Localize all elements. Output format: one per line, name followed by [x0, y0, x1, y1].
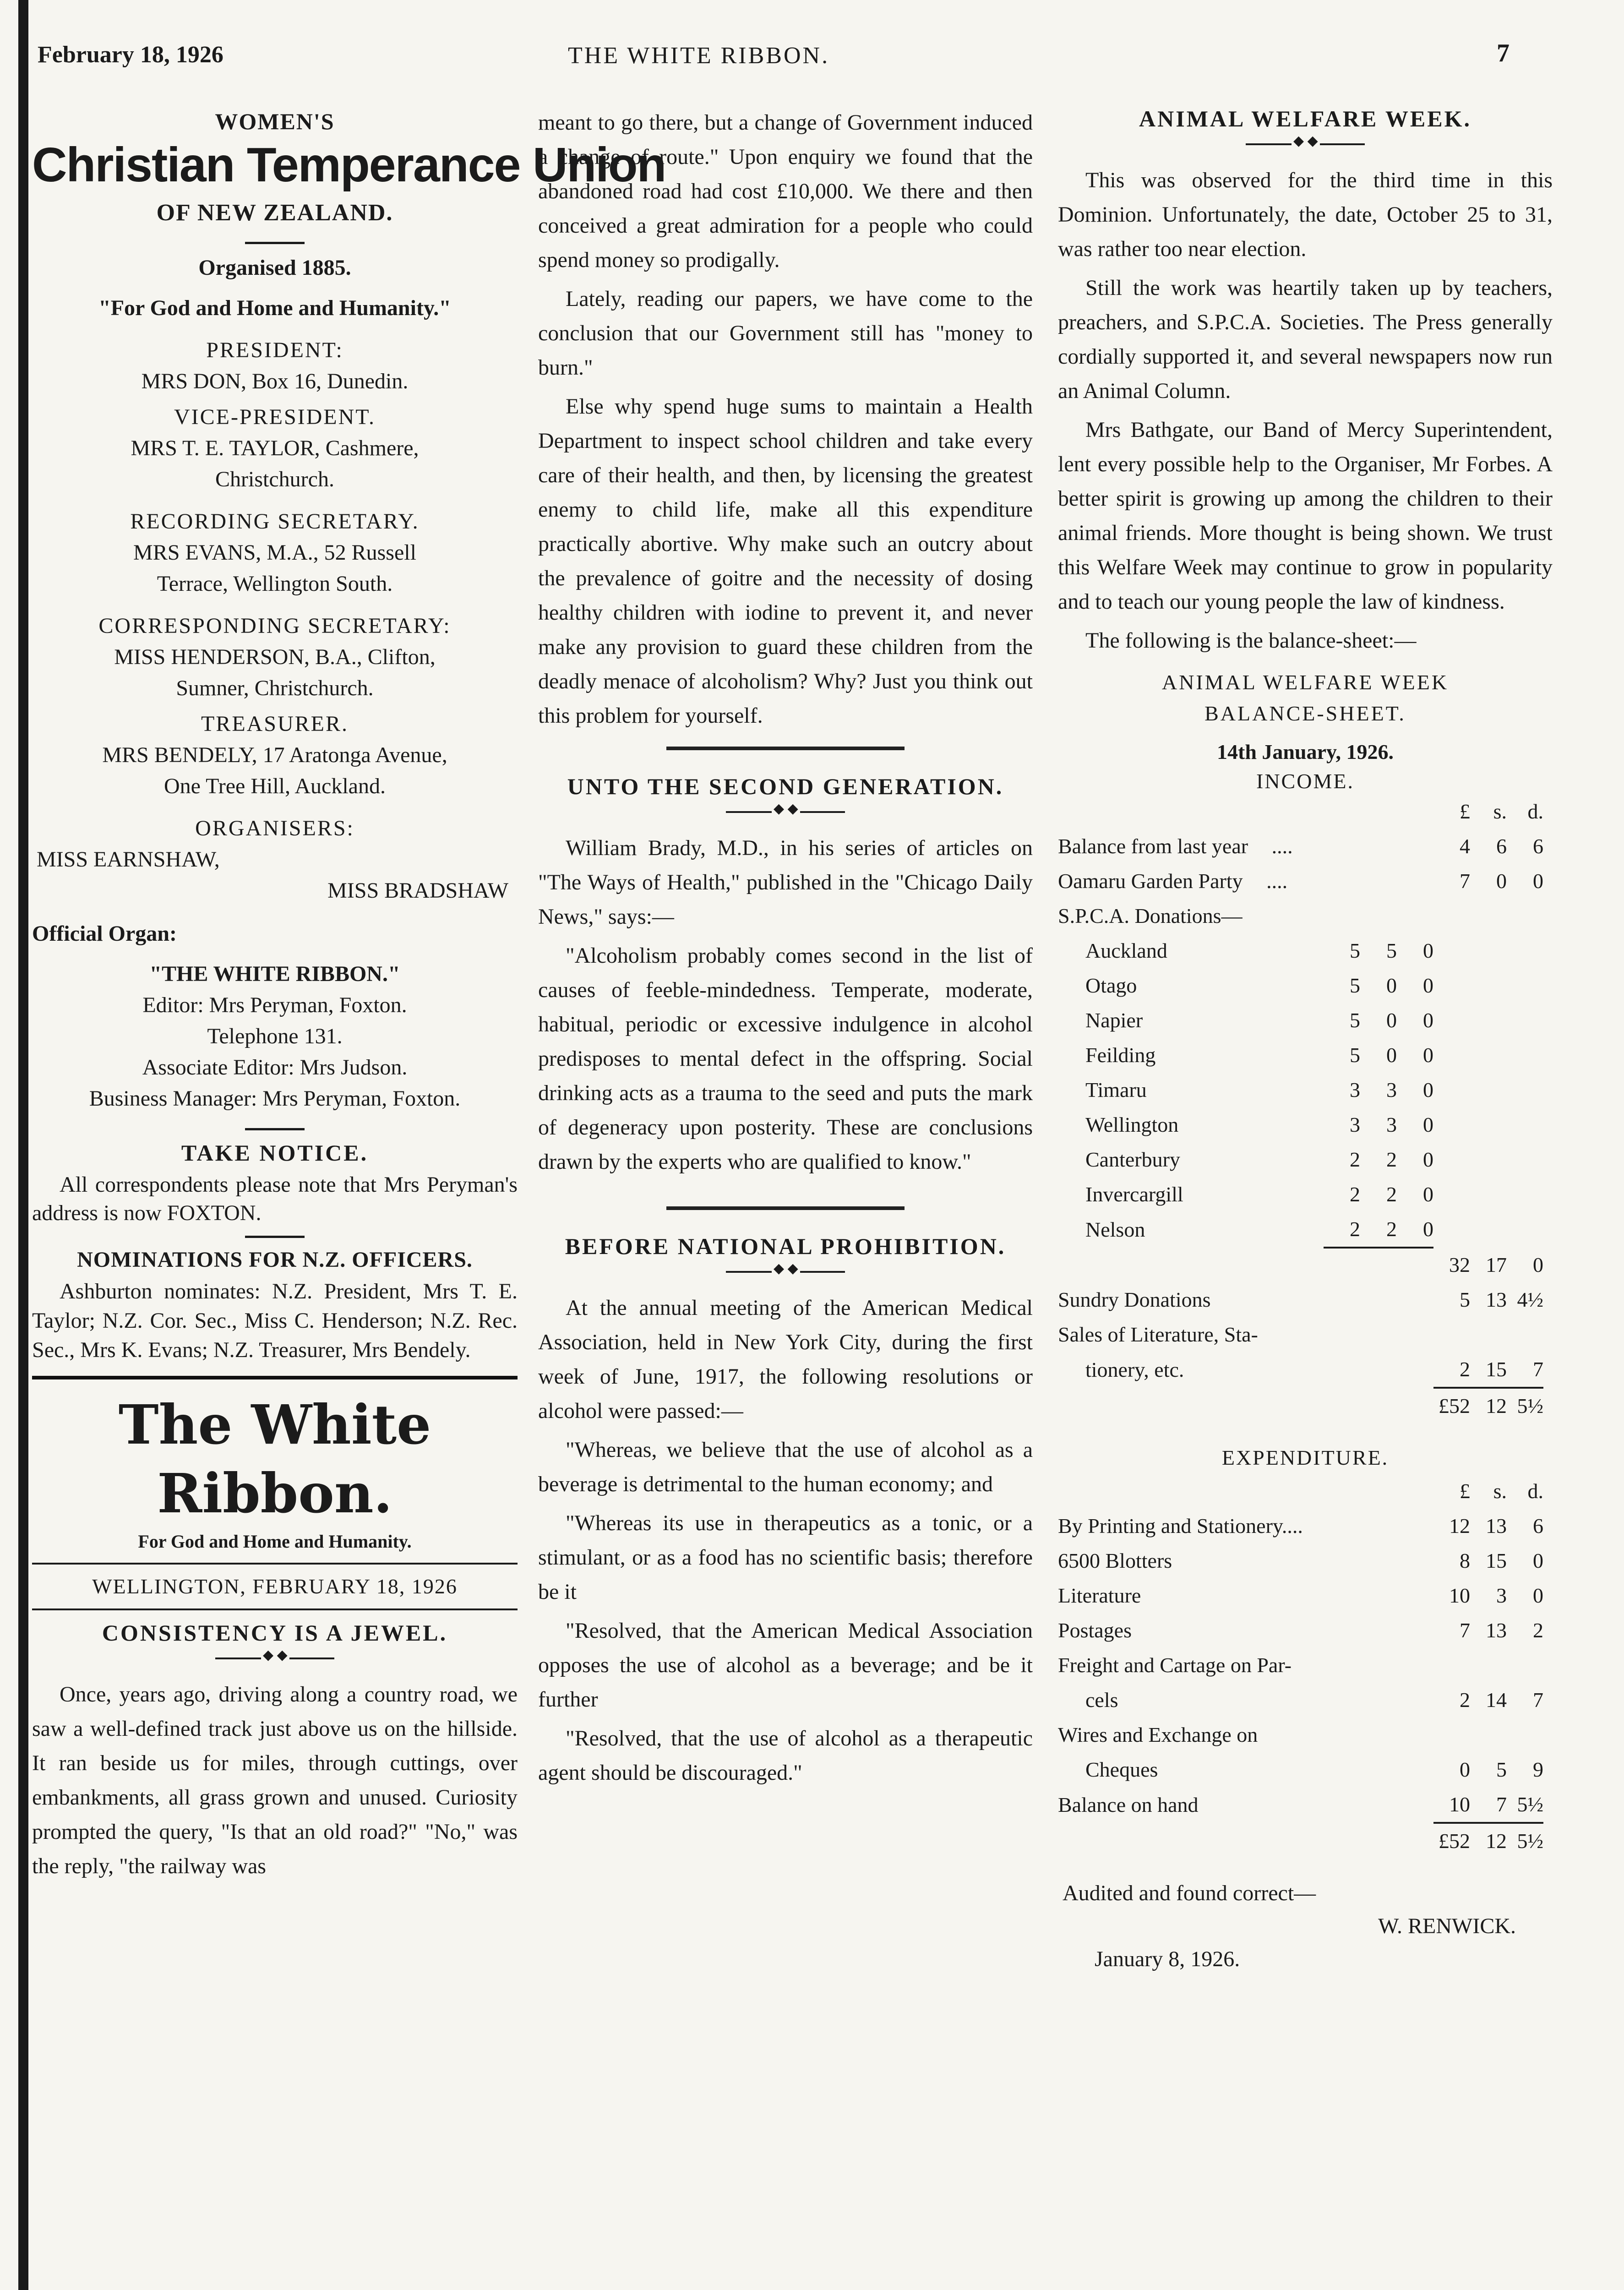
cell-pence: 2: [1533, 1619, 1543, 1642]
cell-pounds: 2: [1350, 1217, 1360, 1241]
cell-pence: 7: [1533, 1358, 1543, 1381]
cell-shillings: 3: [1386, 1078, 1397, 1101]
row-label: Sundry Donations: [1058, 1288, 1211, 1311]
cell-pounds: 3: [1350, 1078, 1360, 1101]
cell-pounds: 2: [1460, 1688, 1470, 1712]
cell-shillings: 0: [1386, 1009, 1397, 1032]
second-generation-paragraph: William Brady, M.D., in his series of articles on "The Ways of Health," published in the "Chicago Daily News," says:—: [538, 836, 1033, 929]
prohibition-paragraph: At the annual meeting of the American Medical Association, held in New York City, during the first week of June, 1917, the following resolutions or alcohol were passed:—: [538, 1296, 1033, 1423]
table-row: [1058, 864, 1543, 899]
page-header: [0, 37, 1624, 78]
second-generation-paragraph: "Alcoholism probably comes second in the list of causes of feeble-mindedness. Temperate, moderate, habitual, periodic or excessive indulgence in alcohol predisposes to mental defect in the offspring. Social drinking acts as a trauma to the seed and puts the mark of degeneracy upon posterity. These are conclusions drawn by the experts who are qualified to know.": [538, 943, 1033, 1174]
cell-shillings: 13: [1486, 1514, 1507, 1538]
prohibition-paragraph: "Whereas, we believe that the use of alcohol as a beverage is detrimental to the human economy; and: [538, 1438, 1033, 1496]
cell-pounds: 2: [1350, 1148, 1360, 1171]
currency-header-row: [1058, 1474, 1543, 1509]
pence-header: d.: [1527, 1479, 1543, 1503]
row-label: Postages: [1058, 1619, 1132, 1642]
cell-shillings: 5: [1386, 939, 1397, 962]
editor: Editor: Mrs Peryman, Foxton.: [142, 993, 407, 1017]
row-label: Cheques: [1085, 1758, 1158, 1781]
officer-line: Terrace, Wellington South.: [157, 572, 393, 596]
cell-shillings: 12: [1470, 1823, 1507, 1859]
consistency-continued: Lately, reading our papers, we have come to the conclusion that our Government still has "money to burn.": [538, 287, 1033, 380]
cell-pence: 0: [1423, 1009, 1433, 1032]
income-total-row: [1058, 1388, 1543, 1423]
ornament-divider: [726, 1267, 845, 1277]
cell-shillings: 3: [1496, 1584, 1507, 1607]
spca-row: [1058, 1107, 1543, 1142]
officer-line: One Tree Hill, Auckland.: [164, 774, 386, 798]
cell-pounds: 7: [1460, 1619, 1470, 1642]
organised: Organised 1885.: [198, 256, 351, 280]
cell-pence: 0: [1423, 1183, 1433, 1206]
cell-pounds: £52: [1433, 1823, 1470, 1859]
officer-line: MRS BENDELY, 17 Aratonga Avenue,: [102, 743, 447, 767]
cell-shillings: 15: [1486, 1549, 1507, 1572]
row-label: Canterbury: [1085, 1148, 1180, 1171]
cell-pounds: 8: [1460, 1549, 1470, 1572]
cell-shillings: 2: [1386, 1183, 1397, 1206]
row-label: Balance from last year: [1058, 834, 1248, 858]
officer-title: RECORDING SECRETARY.: [130, 509, 420, 534]
row-label: Feilding: [1085, 1043, 1156, 1067]
table-row: [1058, 1787, 1543, 1823]
table-row: [1058, 1352, 1543, 1388]
leader-dots: ....: [1271, 834, 1293, 858]
cell-shillings: 5: [1496, 1758, 1507, 1781]
expenditure-table: [1058, 1474, 1543, 1859]
header-title: THE WHITE RIBBON.: [568, 43, 830, 69]
table-row: [1058, 1543, 1543, 1578]
table-row: [1058, 1317, 1543, 1352]
take-notice-body: All correspondents please note that Mrs Peryman's address is now FOXTON.: [32, 1172, 518, 1225]
audited-note: Audited and found correct—: [1063, 1881, 1316, 1905]
cell-shillings: 3: [1386, 1113, 1397, 1136]
divider: [245, 1128, 305, 1130]
binding-edge: [18, 0, 28, 2290]
leader-dots: ....: [1266, 869, 1288, 893]
officer-title: TREASURER.: [201, 712, 349, 736]
spca-row: [1058, 1212, 1543, 1248]
ornament-divider: [215, 1653, 334, 1663]
organ-name: "THE WHITE RIBBON.": [149, 962, 400, 986]
row-label: Invercargill: [1085, 1183, 1183, 1206]
pence-header: d.: [1527, 800, 1543, 823]
header-date: February 18, 1926: [38, 42, 223, 68]
table-row: [1058, 1752, 1543, 1787]
animal-welfare-paragraph: Still the work was heartily taken up by teachers, preachers, and S.P.C.A. Societies. The Press generally cordially supported it, and several newspapers now run an Animal Column.: [1058, 276, 1553, 403]
cell-pounds: 5: [1350, 939, 1360, 962]
second-generation-heading: UNTO THE SECOND GENERATION.: [567, 774, 1004, 799]
cell-shillings: 6: [1496, 834, 1507, 858]
prohibition-paragraph: "Whereas its use in therapeutics as a tonic, or a stimulant, or as a food has no scientific basis; therefore be it: [538, 1511, 1033, 1604]
spca-row: [1058, 1177, 1543, 1212]
cell-pounds: 10: [1449, 1584, 1470, 1607]
section-rule: [666, 747, 905, 750]
row-label: Auckland: [1085, 939, 1167, 962]
cell-pounds: 2: [1350, 1183, 1360, 1206]
white-ribbon-motto: For God and Home and Humanity.: [138, 1531, 412, 1552]
cell-shillings: 2: [1386, 1148, 1397, 1171]
income-table: [1058, 794, 1543, 1423]
cell-pence: 0: [1423, 1148, 1433, 1171]
officer-title: ORGANISERS:: [195, 816, 354, 840]
divider: [32, 1563, 518, 1565]
cell-pence: 0: [1423, 1043, 1433, 1067]
masthead-title: Christian Temperance Union: [32, 138, 666, 192]
spca-row: [1058, 1038, 1543, 1073]
cell-pence: 5½: [1517, 1793, 1543, 1816]
consistency-heading: CONSISTENCY IS A JEWEL.: [102, 1620, 448, 1646]
spca-total-row: [1058, 1248, 1543, 1282]
income-label: INCOME.: [1256, 769, 1354, 793]
section-rule: [32, 1376, 518, 1379]
section-rule: [666, 1206, 905, 1210]
cell-pence: 0: [1423, 974, 1433, 997]
prohibition-heading: BEFORE NATIONAL PROHIBITION.: [565, 1233, 1006, 1259]
spca-row: [1058, 1142, 1543, 1177]
officer-line: MRS DON, Box 16, Dunedin.: [141, 369, 409, 393]
officer-line: MISS BRADSHAW: [327, 878, 508, 903]
row-label: tionery, etc.: [1085, 1358, 1184, 1381]
column-1: [32, 105, 666, 1888]
auditor-name: W. RENWICK.: [1378, 1914, 1516, 1938]
organ-label: Official Organ:: [32, 921, 177, 946]
audit-date: January 8, 1926.: [1095, 1947, 1240, 1971]
cell-pounds: 7: [1460, 869, 1470, 893]
row-label: Freight and Cartage on Par-: [1058, 1653, 1292, 1677]
row-label: Balance on hand: [1058, 1793, 1199, 1816]
page-number: 7: [1497, 39, 1510, 67]
row-label: Napier: [1085, 1009, 1143, 1032]
column-3: [1058, 105, 1553, 1976]
officers-list: [32, 335, 518, 906]
divider: [245, 1236, 305, 1238]
officer-line: Sumner, Christchurch.: [176, 676, 374, 700]
cell-shillings: 7: [1496, 1793, 1507, 1816]
nominations-body: Ashburton nominates: N.Z. President, Mrs T. E. Taylor; N.Z. Cor. Sec., Miss C. Henderson; N.Z. Rec. Sec., Mrs K. Evans; N.Z. Treasurer, Mrs Bendely.: [32, 1279, 518, 1362]
officer-line: MRS T. E. TAYLOR, Cashmere,: [131, 436, 419, 460]
pound-header: £: [1460, 1479, 1470, 1503]
table-row: [1058, 899, 1543, 933]
cell-pounds: 32: [1449, 1253, 1470, 1276]
cell-shillings: 14: [1486, 1688, 1507, 1712]
cell-pence: 7: [1533, 1688, 1543, 1712]
cell-pounds: 3: [1350, 1113, 1360, 1136]
animal-welfare-paragraph: Mrs Bathgate, our Band of Mercy Superintendent, lent every possible help to the Organiser, Mr Forbes. A better spirit is growing up among the children to their animal friends. More thought is being shown. We trust this Welfare Week may continue to grow in popularity and to teach our young people the law of kindness.: [1058, 418, 1553, 614]
nominations-heading: NOMINATIONS FOR N.Z. OFFICERS.: [77, 1248, 473, 1272]
cell-shillings: 0: [1496, 869, 1507, 893]
officer-title: PRESIDENT:: [206, 338, 343, 362]
sheet-date: 14th January, 1926.: [1217, 740, 1394, 763]
currency-header-row: [1058, 794, 1543, 829]
row-label: Literature: [1058, 1584, 1141, 1607]
cell-pounds: 12: [1449, 1514, 1470, 1538]
expenditure-label: EXPENDITURE.: [1221, 1446, 1389, 1469]
cell-pounds: 5: [1350, 974, 1360, 997]
row-label: By Printing and Stationery....: [1058, 1514, 1303, 1538]
cell-pence: 6: [1533, 1514, 1543, 1538]
cell-pence: 0: [1423, 939, 1433, 962]
officer-line: MISS HENDERSON, B.A., Clifton,: [114, 645, 436, 669]
cell-shillings: 12: [1470, 1388, 1507, 1423]
associate-editor: Associate Editor: Mrs Judson.: [142, 1055, 408, 1080]
row-label: Wires and Exchange on: [1058, 1723, 1258, 1746]
cell-shillings: 17: [1486, 1253, 1507, 1276]
animal-welfare-paragraph: This was observed for the third time in this Dominion. Unfortunately, the date, October 25 to 31, was rather too near election.: [1058, 168, 1553, 261]
white-ribbon-dateline: WELLINGTON, FEBRUARY 18, 1926: [92, 1575, 458, 1598]
motto: "For God and Home and Humanity.": [98, 296, 451, 320]
cell-pounds: 5: [1350, 1043, 1360, 1067]
cell-pounds: 5: [1350, 1009, 1360, 1032]
pound-header: £: [1460, 800, 1470, 823]
cell-shillings: 13: [1486, 1619, 1507, 1642]
row-label: 6500 Blotters: [1058, 1549, 1172, 1572]
spca-row: [1058, 933, 1543, 968]
consistency-continued: meant to go there, but a change of Government induced a change of route." Upon enquiry we found that the abandoned road had cost £10,000. We there and then conceived a great admiration for a people who could spend money so prodigally.: [538, 110, 1033, 272]
row-label: Wellington: [1085, 1113, 1179, 1136]
table-row: [1058, 829, 1543, 864]
sheet-subtitle: BALANCE-SHEET.: [1204, 702, 1406, 725]
divider: [245, 242, 305, 244]
cell-pounds: 0: [1460, 1758, 1470, 1781]
column-2: [538, 105, 1033, 1794]
cell-shillings: 0: [1386, 1043, 1397, 1067]
row-label: Oamaru Garden Party: [1058, 869, 1243, 893]
shilling-header: s.: [1493, 800, 1507, 823]
cell-shillings: 15: [1486, 1358, 1507, 1381]
take-notice-heading: TAKE NOTICE.: [181, 1140, 369, 1166]
ornament-divider: [1246, 139, 1365, 149]
cell-pence: 0: [1423, 1113, 1433, 1136]
table-row: [1058, 1683, 1543, 1718]
cell-pence: 0: [1533, 869, 1543, 893]
prohibition-paragraph: "Resolved, that the use of alcohol as a therapeutic agent should be discouraged.": [538, 1726, 1033, 1785]
cell-shillings: 2: [1386, 1217, 1397, 1241]
consistency-continued: Else why spend huge sums to maintain a Health Department to inspect school children and take every care of their health, and then, by licensing the greatest enemy to child life, make all this expenditure practically abortive. Why make such an outcry about the prevalence of goitre and the necessity of dosing healthy children with iodine to prevent it, and never make any provision to guard these children from the deadly menace of alcoholism? Why? Just you think out this problem for yourself.: [538, 394, 1033, 728]
telephone: Telephone 131.: [207, 1024, 343, 1048]
spca-row: [1058, 1003, 1543, 1038]
officer-title: CORRESPONDING SECRETARY:: [98, 614, 451, 638]
table-row: [1058, 1613, 1543, 1648]
table-row: [1058, 1648, 1543, 1683]
table-row: [1058, 1509, 1543, 1543]
shilling-header: s.: [1493, 1479, 1507, 1503]
masthead-country: OF NEW ZEALAND.: [156, 200, 393, 226]
officer-line: MISS EARNSHAW,: [37, 847, 220, 872]
cell-shillings: 0: [1386, 974, 1397, 997]
cell-pence: 9: [1533, 1758, 1543, 1781]
prohibition-paragraph: "Resolved, that the American Medical Association opposes the use of alcohol as a beverage; and be it further: [538, 1619, 1033, 1712]
ornament-divider: [726, 807, 845, 817]
divider: [32, 1608, 518, 1610]
animal-welfare-heading: ANIMAL WELFARE WEEK.: [1139, 106, 1471, 131]
cell-pence: 5½: [1507, 1823, 1543, 1859]
row-label: Timaru: [1085, 1078, 1147, 1101]
cell-pence: 0: [1533, 1584, 1543, 1607]
cell-pence: 0: [1533, 1549, 1543, 1572]
expenditure-total-row: [1058, 1823, 1543, 1859]
row-label: Otago: [1085, 974, 1137, 997]
table-row: [1058, 1282, 1543, 1317]
officer-title: VICE-PRESIDENT.: [174, 405, 376, 429]
animal-welfare-paragraph: The following is the balance-sheet:—: [1085, 628, 1417, 653]
consistency-paragraph: Once, years ago, driving along a country road, we saw a well-defined track just above us on the hillside. It ran beside us for miles, through cuttings, over embankments, all grass grown and unused. Curiosity prompted the query, "Is that an old road?" "No," was the reply, "the railway was: [32, 1682, 518, 1878]
cell-shillings: 13: [1486, 1288, 1507, 1311]
row-label: Sales of Literature, Sta-: [1058, 1323, 1258, 1346]
sheet-title: ANIMAL WELFARE WEEK: [1161, 671, 1449, 694]
cell-pence: 5½: [1507, 1388, 1543, 1423]
masthead-womens: WOMEN'S: [215, 109, 335, 134]
table-row: [1058, 1718, 1543, 1752]
cell-pence: 0: [1423, 1217, 1433, 1241]
cell-pounds: 4: [1460, 834, 1470, 858]
spca-row: [1058, 1073, 1543, 1107]
business-manager: Business Manager: Mrs Peryman, Foxton.: [89, 1086, 461, 1111]
cell-pounds: 5: [1460, 1288, 1470, 1311]
officer-line: MRS EVANS, M.A., 52 Russell: [133, 540, 416, 565]
cell-pence: 0: [1423, 1078, 1433, 1101]
officer-line: Christchurch.: [215, 467, 334, 491]
spca-label: S.P.C.A. Donations—: [1058, 904, 1243, 927]
row-label: cels: [1085, 1688, 1118, 1712]
table-row: [1058, 1578, 1543, 1613]
spca-row: [1058, 968, 1543, 1003]
white-ribbon-title: The White Ribbon.: [118, 1393, 431, 1525]
cell-pounds: £52: [1433, 1388, 1470, 1423]
cell-pence: 6: [1533, 834, 1543, 858]
cell-pounds: 10: [1449, 1793, 1470, 1816]
cell-pence: 4½: [1517, 1288, 1543, 1311]
cell-pounds: 2: [1460, 1358, 1470, 1381]
row-label: Nelson: [1085, 1218, 1145, 1241]
cell-pence: 0: [1533, 1253, 1543, 1276]
